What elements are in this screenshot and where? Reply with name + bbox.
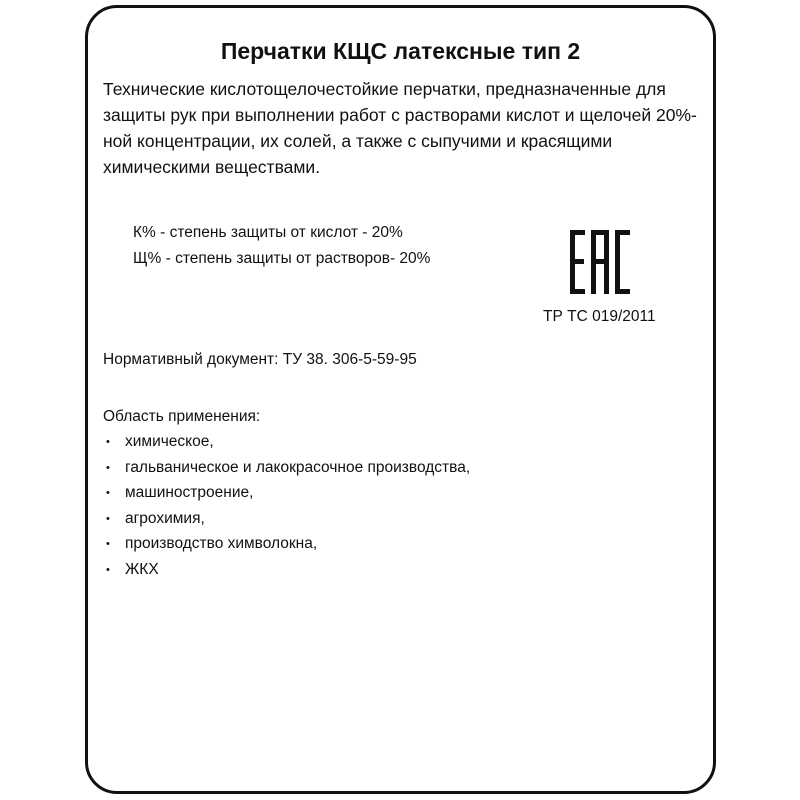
list-item: • ЖКХ	[103, 560, 470, 586]
alkali-protection: Щ% - степень защиты от растворов- 20%	[133, 250, 431, 267]
acid-protection: К% - степень защиты от кислот - 20%	[133, 224, 403, 241]
product-description: Технические кислотощелочестойкие перчатки, предназначенные для защиты рук при выполнении работ с растворами кислот и щелочей 20%-ной концентрации, их солей, а также с сыпучими и красящими химическими веществами.	[103, 79, 697, 177]
list-item: • гальваническое и лакокрасочное производства,	[103, 458, 470, 484]
list-item: • производство химволокна,	[103, 534, 470, 560]
list-item: • агрохимия,	[103, 509, 470, 535]
product-title: Перчатки КЩС латексные тип 2	[220, 38, 581, 64]
application-list	[103, 432, 470, 585]
normative-document: Нормативный документ: ТУ 38. 306-5-59-95	[103, 351, 417, 368]
list-item: • машиностроение,	[103, 483, 470, 509]
eac-logo-icon	[570, 230, 630, 294]
list-item: • химическое,	[103, 432, 470, 458]
regulation-code: ТР ТС 019/2011	[543, 308, 656, 325]
application-heading: Область применения:	[103, 408, 261, 425]
product-card	[85, 5, 716, 794]
